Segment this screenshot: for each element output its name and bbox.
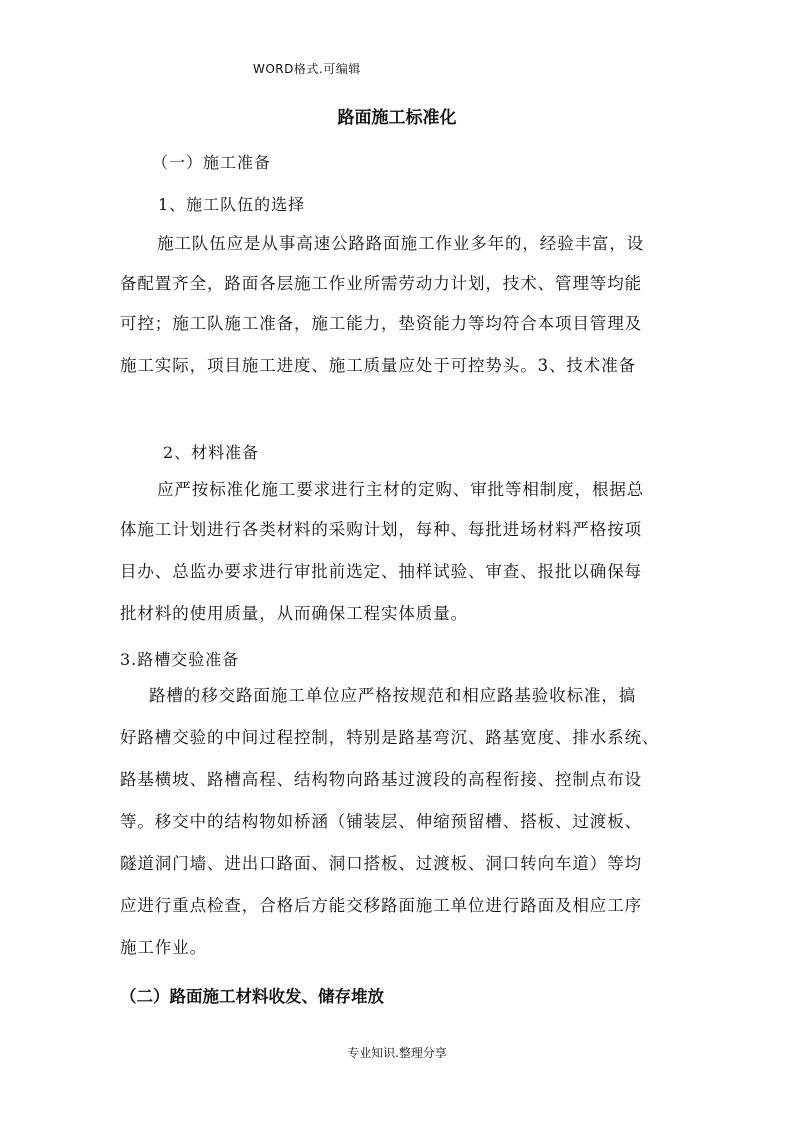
section-2-heading: （二）路面施工材料收发、储存堆放 <box>120 987 384 1006</box>
page-footer: 专业知识.整理分享 <box>347 1046 447 1060</box>
paragraph-line: 路槽的移交路面施工单位应严格按规范和相应路基验收标准，搞 <box>149 686 637 705</box>
paragraph-line: 批材料的使用质量，从而确保工程实体质量。 <box>120 604 468 623</box>
document-title: 路面施工标准化 <box>337 108 457 128</box>
subsection-1-heading: 1、施工队伍的选择 <box>158 195 306 214</box>
page-header: WORD格式.可编辑 <box>253 62 361 76</box>
paragraph-line: 好路槽交验的中间过程控制，特别是路基弯沉、路基宽度、排水系统、 <box>120 728 660 747</box>
subsection-3-heading: 3.路槽交验准备 <box>120 650 240 669</box>
paragraph-line: 备配置齐全，路面各层施工作业所需劳动力计划，技术、管理等均能 <box>120 274 642 293</box>
paragraph-line: 目办、总监办要求进行审批前选定、抽样试验、审查、报批以确保每 <box>120 562 642 581</box>
paragraph-line: 施工队伍应是从事高速公路路面施工作业多年的，经验丰富，设 <box>157 234 645 253</box>
paragraph-line: 应严按标准化施工要求进行主材的定购、审批等相制度，根据总 <box>157 480 645 499</box>
paragraph-line: 可控；施工队施工准备，施工能力，垫资能力等均符合本项目管理及 <box>120 314 642 333</box>
section-1-heading: （一）施工准备 <box>152 153 272 172</box>
paragraph-line: 体施工计划进行各类材料的采购计划，每种、每批进场材料严格按项 <box>120 520 642 539</box>
paragraph-line: 施工实际，项目施工进度、施工质量应处于可控势头。3、技术准备 <box>120 356 636 375</box>
paragraph-line: 施工作业。 <box>120 938 207 957</box>
paragraph-line: 隧道洞门墙、进出口路面、洞口搭板、过渡板、洞口转向车道）等均 <box>120 854 642 873</box>
paragraph-line: 等。移交中的结构物如桥涵（铺装层、伸缩预留槽、搭板、过渡板、 <box>120 812 642 831</box>
paragraph-line: 应进行重点检查，合格后方能交移路面施工单位进行路面及相应工序 <box>120 896 642 915</box>
paragraph-line: 路基横坡、路槽高程、结构物向路基过渡段的高程衔接、控制点布设 <box>120 770 642 789</box>
subsection-2-heading: 2、材料准备 <box>163 443 260 462</box>
